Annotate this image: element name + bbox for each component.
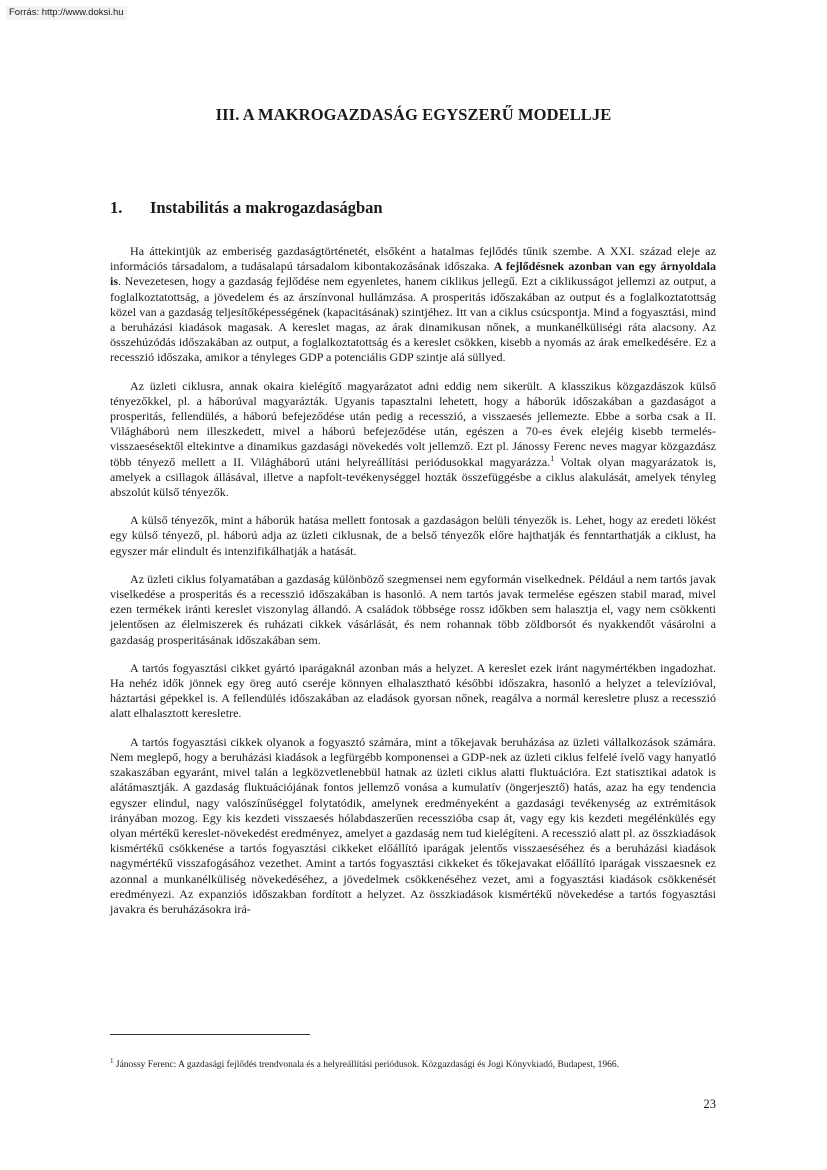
paragraph-text: . Nevezetesen, hogy a gazdaság fejlődése nem egyenletes, hanem ciklikus jellegű. Ezt a ciklikusságot jellemzi az output, a foglalkoztatottság, a jövedelem és az árszínvonal hullámzása. A prosperitás időszakában az output és a foglalkoztatottság közel van a gazdaság teljesítőképességének (kapacitásának) szintjéhez. Itt van a ciklus csúcspontja. Mind a fogyasztási, mind a beruházási kiadások magasak. A kereslet magas, az árak dinamikusan nőnek, a munkanélküliségi ráta alacsony. Az összehúzódás időszakában az output, a foglalkoztatottság és a kereslet csökken, kisebb a nyomás az árak emelkedésére. Ez a recesszió időszaka, amikor a tényleges GDP a potenciális GDP szintje alá süllyed. [110,274,716,365]
footnote [110,1059,716,1071]
source-label: Forrás: http://www.doksi.hu [6,6,127,20]
footnote-marker: 1 [110,1057,114,1065]
section-title: Instabilitás a makrogazdaságban [150,198,383,217]
page-number: 23 [703,1097,716,1111]
chapter-title: III. A MAKROGAZDASÁG EGYSZERŰ MODELLJE [215,105,612,124]
paragraph-2 [110,379,716,501]
body-text [110,244,716,930]
paragraph-text: Az üzleti ciklus folyamatában a gazdaság különböző szegmensei nem egyformán viselkednek. Például a nem tartós javak viselkedése a prosperitás és a recesszió időszakában is hasonló. A nem tartós javak termelése egészen stabil marad, mivel ezen termékek iránti kereslet viszonylag állandó. A családok többsége rossz időkben sem halasztja el, vagy nem csökkenti jelentősen az élelmiszerek és ruházati cikkek vásárlását, és nem rohannak több zöldborsót és nyakkendőt vásárolni a gazdaság prosperitásának időszakában sem. [110,571,716,647]
paragraph-text: Voltak olyan magyarázatok is, amelyek a csillagok állásával, illetve a napfolt-tevékenységgel hozták összefüggésbe a ciklus alakulását, amelyek tényleg abszolút külső tényezők. [110,454,717,500]
section-heading [110,198,383,218]
bold-emphasis: A fejlődésnek azonban van egy árnyoldala is [110,259,716,289]
paragraph-text: Ha áttekintjük az emberiség gazdaságtörténetét, elsőként a hatalmas fejlődés tűnik szembe. A XXI. század eleje az információs társadalom, a tudásalapú társadalom kibontakozásának időszaka. [110,244,716,274]
section-number: 1. [110,198,123,217]
footnote-reference[interactable]: 1 [550,453,555,463]
paragraph-4 [110,572,716,648]
paragraph-text: A tartós fogyasztási cikket gyártó iparágaknál azonban más a helyzet. A kereslet ezek iránt nagymértékben ingadozhat. Ha nehéz idők jönnek egy öreg autó cseréje könnyen elhalasztható későbbi időszakra, hasonló a helyzet a televízióval, háztartási gépekkel is. A fellendülés időszakában az eladások gyorsan nőnek, reagálva a normál keresletre plusz a recesszió alatt elhalasztott keresletre. [110,660,716,721]
footnote-text: Jánossy Ferenc: A gazdasági fejlődés trendvonala és a helyreállítási periódusok. Közgazdasági és Jogi Könyvkiadó, Budapest, 1966. [113,1060,619,1070]
paragraph-1 [110,244,716,366]
paragraph-text: A külső tényezők, mint a háborúk hatása mellett fontosak a gazdaságon belüli tényezők is. Lehet, hogy az eredeti lökést egy külső tényező, pl. háború adja az üzleti ciklusnak, de a belső tényezők előre hajthatják és fenntarthatják a ciklust, ha egyszer már elindult és intenzifikálhatják a hatását. [110,513,716,558]
paragraph-3 [110,513,716,559]
paragraph-5 [110,661,716,722]
paragraph-text: A tartós fogyasztási cikkek olyanok a fogyasztó számára, mint a tőkejavak beruházása az üzleti vállalkozások számára. Nem meglepő, hogy a beruházási kiadások a legfürgébb komponensei a GDP-nek az üzleti ciklus felfelé ívelő vagy hanyatló szakaszában egyaránt, mivel talán a legközvetlenebbül hatnak az üzleti ciklus alatti fluktuációra. Ezt statisztikai adatok is alátámasztják. A gazdaság fluktuációjának fontos jellemző vonása a kumulatív (öngerjesztő) hatás, azaz ha egy tendencia egyszer elindul, nagy valószínűséggel folytatódik, amelynek eredményeként a gazdasági tevékenység az extrémitások irányában mozog. Egy kis kezdeti visszaesés hólabdaszerűen recesszióba csap át, vagy egy kis kezdeti megélénkülés egy olyan mértékű kereslet-növekedést eredményez, amelyet a gazdaság nem tud kielégíteni. A recesszió alatt pl. az összkiadások kismértékű csökkenése a tartós fogyasztási cikkeket előállító iparágak jelentős visszaeséséhez és a beruházási kiadások nagymértékű visszafogásához vezethet. Amint a tartós fogyasztási cikkeket és tőkejavakat előállító iparágak visszaesnek ez azonnal a munkanélküliség növekedéséhez, a jövedelmek csökkenéséhez vezet, ami a fogyasztási kiadások csökkenését eredményezi. Az expanziós időszakban fordított a helyzet. Az összkiadások kismértékű növekedése a tartós fogyasztási javakra és beruházásokra irá- [110,734,716,916]
paragraph-6 [110,735,716,917]
paragraph-text: Az üzleti ciklusra, annak okaira kielégítő magyarázatot adni eddig nem sikerült. A klasszikus közgazdászok külső tényezőkkel, pl. a háborúval magyarázták. Ugyanis tapasztalni lehetett, hogy a háborúk időszakában a gazdaságot a prosperitás, fellendülés, a háború befejeződése után pedig a recesszió, a visszaesés jellemezte. Ebbe a sorba csak a II. Világháború nem illeszkedett, mivel a háború befejeződése után, egészen a 70-es évek elejéig kisebb termelés-visszaesésektől eltekintve a dinamikus gazdasági növekedés volt jellemző. Ezt pl. Jánossy Ferenc neves magyar közgazdász több tényező mellett a II. Világháború utáni helyreállítási periódusokkal magyarázza. [110,378,716,469]
footnote-divider [110,1034,310,1035]
